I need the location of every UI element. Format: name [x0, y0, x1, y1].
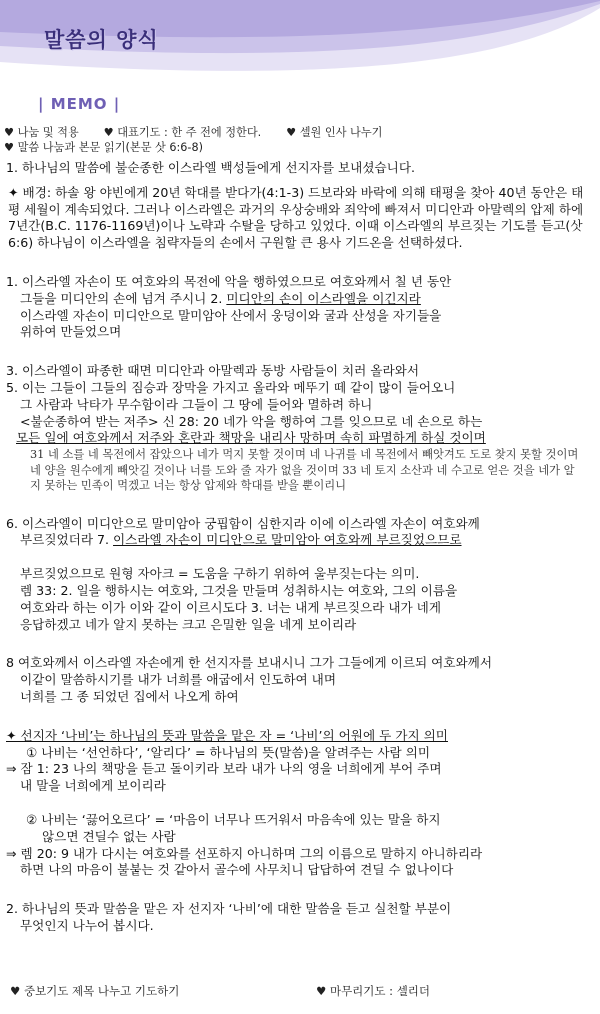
nabi-line-d: 내 말을 너희에게 보이리라 [20, 778, 166, 794]
verse-1-line-d: 위하여 만들었으며 [20, 324, 122, 340]
footer-closing-prayer: ♥ 마무리기도 : 셀리더 [316, 984, 431, 998]
nabi-line-c: ⇒ 잠 1: 23 나의 책망을 듣고 돌이키라 보라 내가 나의 영을 너희에게 부어 주며 [6, 761, 442, 777]
nabi-line-e: ② 나비는 ‘끓어오르다’ = ‘마음이 너무나 뜨거워서 마음속에 있는 말을 하지 [26, 812, 441, 828]
verse-5-line-b: 그 사람과 낙타가 무수함이라 그들이 그 땅에 들어와 멸하려 하니 [20, 396, 373, 412]
cry-line-d: 응답하겠고 네가 알지 못하는 크고 은밀한 일을 네게 보이리라 [20, 616, 357, 632]
cry-line-c: 여호와라 하는 이가 이와 같이 이르시도다 3. 너는 내게 부르짖으라 내가 네게 [20, 599, 442, 615]
footer-intercession: ♥ 중보기도 제목 나누고 기도하기 [10, 984, 180, 998]
memo-item-prayer: ♥ 대표기도 : 한 주 전에 정한다. [103, 126, 262, 139]
verse-5-line-a: 5. 이는 그들이 그들의 짐승과 장막을 가지고 올라와 메뚜기 떼 같이 많이 들어오니 [6, 379, 456, 395]
curse-verses: 31 네 소를 네 목전에서 잡았으나 네가 먹지 못할 것이며 네 나귀를 네 목전에서 빼앗겨도 도로 찾지 못할 것이며 네 양을 원수에게 빼앗길 것이나 너를 도와 줄 자가 없을 것이며 33 네 토지 소산과 네 수고로 얻은 것을 네가 알지 못하는 민족이 먹겠고 너는 항상 압제와 학대를 받을 뿐이리니 [30, 448, 579, 493]
memo-item-reading: ♥ 말씀 나눔과 본문 읽기(본문 삿 6:6-8) [4, 141, 203, 154]
sermon-content [6, 160, 592, 935]
verse-6-text: 부르짖었더라 7. [20, 532, 114, 548]
question-1: 1. 하나님의 말씀에 불순종한 이스라엘 백성들에게 선지자를 보내셨습니다. [6, 160, 416, 175]
nabi-line-a: ✦ 선지자 ‘나비’는 하나님의 뜻과 말씀을 맡은 자 = ‘나비’의 어원에 두 가지 의미 [6, 727, 448, 743]
verse-6-line-b [6, 532, 592, 549]
cry-line-b: 렘 33: 2. 일을 행하시는 여호와, 그것을 만들며 성취하시는 여호와, 그의 이름을 [20, 583, 458, 599]
verse-3: 3. 이스라엘이 파종한 때면 미디안과 아말렉과 동방 사람들이 치러 올라와서 [6, 363, 420, 379]
nabi-line-f: 않으면 견딜수 없는 사람 [42, 828, 176, 844]
curse-line-a: <불순종하여 받는 저주> 신 28: 20 네가 악을 행하여 그를 잊으므로 네 손으로 하는 [20, 413, 483, 429]
curse-line-b: 모든 일에 여호와께서 저주와 혼란과 책망을 내리사 망하며 속히 파멸하게 하실 것이며 [16, 430, 486, 446]
verse-1-line-b [6, 291, 592, 308]
verse-6-line-a: 6. 이스라엘이 미디안으로 말미암아 궁핍함이 심한지라 이에 이스라엘 자손이 여호와께 [6, 515, 480, 531]
cry-line-a: 부르짖었으므로 원형 자아크 = 도움을 구하기 위하여 울부짖는다는 의미. [20, 566, 420, 582]
verse-8-line-b: 이같이 말씀하시기를 내가 너희를 애굽에서 인도하여 내며 [20, 672, 336, 688]
verse-1-line-a: 1. 이스라엘 자손이 또 여호와의 목전에 악을 행하였으므로 여호와께서 칠 년 동안 [6, 273, 452, 289]
verse-1-text: 그들을 미디안의 손에 넘겨 주시니 2. [20, 290, 227, 306]
nabi-line-g: ⇒ 렘 20: 9 내가 다시는 여호와를 선포하지 아니하며 그의 이름으로 말하지 아니하리라 [6, 845, 483, 861]
verse-8-line-c: 너희를 그 종 되었던 집에서 나오게 하여 [20, 689, 239, 705]
memo-row [4, 125, 594, 155]
nabi-line-h: 하면 나의 마음이 불붙는 것 같아서 골수에 사무치니 답답하여 견딜 수 없나이다 [20, 862, 454, 878]
memo-item-sharing: ♥ 나눔 및 적용 [4, 126, 79, 139]
verse-1-line-c: 이스라엘 자손이 미디안으로 말미암아 산에서 웅덩이와 굴과 산성을 자기들을 [20, 307, 442, 323]
verse-2-underlined: 미디안의 손이 이스라엘을 이긴지라 [226, 290, 421, 306]
verse-7-underlined: 이스라엘 자손이 미디안으로 말미암아 여호와께 부르짖었으므로 [113, 532, 462, 548]
question-2-line-b: 무엇인지 나누어 봅시다. [20, 918, 154, 933]
nabi-line-b: ① 나비는 ‘선언하다’, ‘알리다’ = 하나님의 뜻(말씀)을 알려주는 사람 의미 [26, 744, 431, 760]
background-note: ✦ 배경: 하솔 왕 야빈에게 20년 학대를 받다가(4:1-3) 드보라와 바락에 의해 태평을 찾아 40년 동안은 태평 세월이 계속되었다. 그러나 이스라엘은 과거의 우상숭배와 죄악에 빠져서 미디안과 아말렉의 압제 하에 7년간(B.C. 1176-1169년)이나 노략과 수탈을 당하고 있었다. 이때 이스라엘의 부르짖는 기도를 듣고(삿 6:6) 하나님이 이스라엘을 침략자들의 손에서 구원할 큰 용사 기드온을 선택하셨다. [8, 184, 584, 251]
memo-heading: | MEMO | [38, 95, 121, 113]
verse-8-line-a: 8 여호와께서 이스라엘 자손에게 한 선지자를 보내시니 그가 그들에게 이르되 여호와께서 [6, 655, 493, 671]
page-title: 말씀의 양식 [44, 28, 159, 52]
question-2-line-a: 2. 하나님의 뜻과 말씀을 맡은 자 선지자 ‘나비’에 대한 말씀을 듣고 실천할 부분이 [6, 901, 452, 917]
memo-item-greeting: ♥ 셀원 인사 나누기 [286, 126, 383, 139]
